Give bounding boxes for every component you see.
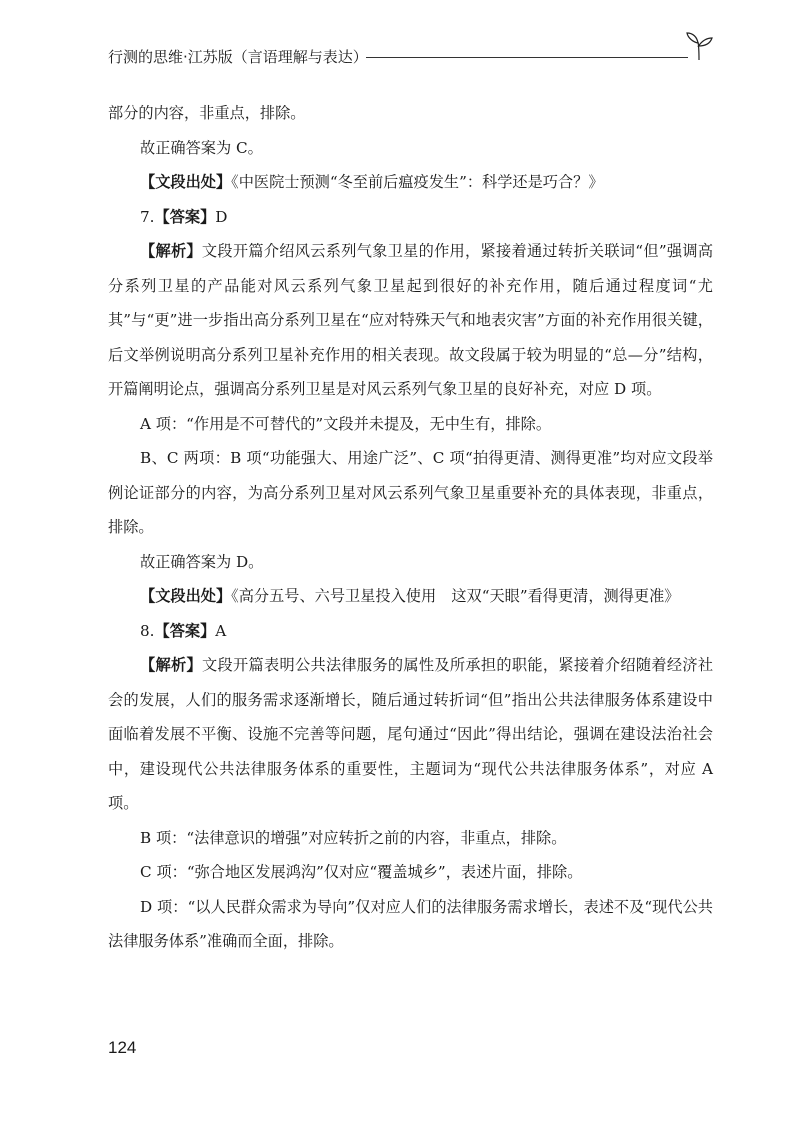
section-marker: 【文段出处】 [140,173,232,191]
section-marker: 【解析】 [140,656,202,674]
paragraph-text: A [215,621,227,640]
paragraph-text: 《高分五号、六号卫星投入使用 这双“天眼”看得更清，测得更准》 [231,587,680,605]
body-paragraph [108,579,713,614]
running-header-title: 行测的思维·江苏版（言语理解与表达） [108,48,368,66]
section-marker: 【解析】 [140,242,202,260]
paragraph-text: 7. [140,207,155,226]
body-paragraph [108,821,713,856]
body-paragraph [108,131,713,166]
paragraph-text: 故正确答案为 D。 [140,552,264,571]
body-paragraph [108,165,713,200]
paragraph-text: 《中医院士预测“冬至前后瘟疫发生”：科学还是巧合？》 [231,173,604,191]
body-paragraph [108,890,713,959]
paragraph-text: 文段开篇表明公共法律服务的属性及所承担的职能，紧接着介绍随着经济社会的发展，人们的服务需求逐渐增长，随后通过转折词“但”指出公共法律服务体系建设中面临着发展不平衡、设施不完善等问题，尾句通过“因此”得出结论，强调在建设法治社会中，建设现代公共法律服务体系的重要性，主题词为“现代公共法律服务体系”，对应 A 项。 [108,656,714,812]
sprout-icon [682,30,716,64]
page-body [108,96,713,959]
paragraph-text: D [215,207,228,226]
body-paragraph [108,234,713,407]
paragraph-text: C 项：“弥合地区发展鸿沟”仅对应“覆盖城乡”，表述片面，排除。 [140,863,583,881]
body-paragraph [108,855,713,890]
body-paragraph [108,96,713,131]
paragraph-text: A 项：“作用是不可替代的”文段并未提及，无中生有，排除。 [140,414,552,433]
section-marker: 【答案】 [154,621,216,640]
running-header [108,38,713,78]
paragraph-text: 部分的内容，非重点，排除。 [108,104,306,122]
paragraph-text: B、C 两项：B 项“功能强大、用途广泛”、C 项“拍得更清、测得更准”均对应文段举例论证部分的内容，为高分系列卫星对风云系列气象卫星重要补充的具体表现，非重点，排除。 [108,449,713,536]
header-rule [366,57,688,58]
section-marker: 【文段出处】 [140,587,232,605]
body-paragraph [108,441,713,545]
body-paragraph [108,614,713,649]
body-paragraph [108,648,713,821]
paragraph-text: B 项：“法律意识的增强”对应转折之前的内容，非重点，排除。 [140,828,567,847]
body-paragraph [108,545,713,580]
paragraph-text: 文段开篇介绍风云系列气象卫星的作用，紧接着通过转折关联词“但”强调高分系列卫星的产品能对风云系列气象卫星起到很好的补充作用，随后通过程度词“尤其”与“更”进一步指出高分系列卫星在“应对特殊天气和地表灾害”方面的补充作用很关键，后文举例说明高分系列卫星补充作用的相关表现。故文段属于较为明显的“总—分”结构，开篇阐明论点，强调高分系列卫星是对风云系列气象卫星的良好补充，对应 D 项。 [108,242,714,398]
section-marker: 【答案】 [154,207,216,226]
paragraph-text: 故正确答案为 C。 [140,138,263,157]
body-paragraph [108,200,713,235]
paragraph-text: D 项：“以人民群众需求为导向”仅对应人们的法律服务需求增长，表述不及“现代公共法律服务体系”准确而全面，排除。 [108,897,713,950]
body-paragraph [108,407,713,442]
paragraph-text: 8. [140,621,155,640]
page-number: 124 [108,1038,137,1057]
